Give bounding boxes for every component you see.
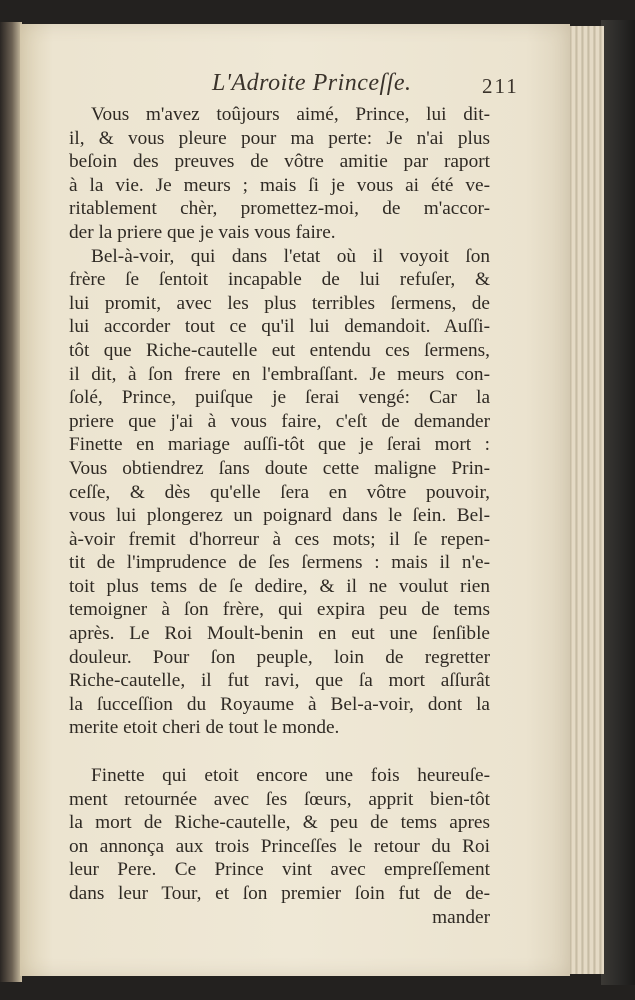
text-line: lui promit, avec les plus terribles ſermens, de <box>69 292 490 314</box>
text-line: lui accorder tout ce qu'il lui demandoit. Auſſi- <box>69 316 490 338</box>
text-line: temoigner à ſon frère, qui expira peu de tems <box>69 599 490 621</box>
text-line: après. Le Roi Moult-benin en eut une ſenſible <box>69 623 490 645</box>
page-number: 211 <box>482 74 519 98</box>
paragraph-2 <box>69 245 490 740</box>
text-line: priere que j'ai à vous faire, c'eſt de demander <box>69 410 490 432</box>
text-line: la ſucceſſion du Royaume à Bel-a-voir, dont la <box>69 693 490 715</box>
text-line: ment retournée avec ſes ſœurs, apprit bien-tôt <box>69 788 490 810</box>
text-line: douleur. Pour ſon peuple, loin de regretter <box>69 646 490 668</box>
text-line: dans leur Tour, et ſon premier ſoin fut de de- <box>69 883 490 904</box>
text-line: Vous m'avez toûjours aimé, Prince, lui dit- <box>91 104 490 125</box>
text-line: Finette qui etoit encore une fois heureuſe- <box>91 765 490 787</box>
book-cover-edge <box>601 20 635 985</box>
paragraph-3 <box>69 764 490 906</box>
text-line: ceſſe, & dès qu'elle ſera en vôtre pouvoir, <box>69 481 490 503</box>
text-line: Bel-à-voir, qui dans l'etat où il voyoit ſon <box>91 245 490 267</box>
text-line: la mort de Riche-cautelle, & peu de tems apres <box>69 812 490 834</box>
book-left-edge <box>0 22 22 982</box>
text-line: Riche-cautelle, il fut ravi, que ſa mort aſſurât <box>69 670 490 692</box>
text-line: on annonça aux trois Princeſſes le retour du Roi <box>69 835 490 857</box>
text-line: frère ſe ſentoit incapable de lui refuſer, & <box>69 269 490 291</box>
text-line: ritablement chèr, promettez-moi, de m'accor- <box>69 198 490 220</box>
text-line: der la priere que je vais vous faire. <box>69 221 336 243</box>
text-line: Vous obtiendrez ſans doute cette maligne Prin- <box>69 457 490 479</box>
text-line: beſoin des preuves de vôtre amitie par raport <box>69 151 490 173</box>
text-line: toit plus tems de ſe dedire, & il ne voulut rien <box>69 575 490 597</box>
text-line: ſolé, Prince, puiſque je ſerai vengé: Car la <box>69 387 490 409</box>
page-header <box>20 66 570 106</box>
paragraph-1 <box>69 103 490 245</box>
text-line: à la vie. Je meurs ; mais ſi je vous ai été ve- <box>69 174 490 196</box>
text-line: leur Pere. Ce Prince vint avec empreſſement <box>69 859 490 881</box>
text-line: vous lui plongerez un poignard dans le ſein. Bel- <box>69 505 490 527</box>
text-line: tôt que Riche-cautelle eut entendu ces ſermens, <box>69 339 490 361</box>
text-line: merite etoit cheri de tout le monde. <box>69 717 340 739</box>
text-line: il, & vous pleure pour ma perte: Je n'ai plus <box>69 127 490 149</box>
body-text <box>69 103 490 929</box>
text-line: à-voir fremit d'horreur à ces mots; il ſe repen- <box>69 528 490 550</box>
catchword: mander <box>432 906 490 928</box>
text-line: Finette en mariage auſſi-tôt que je ſerai mort : <box>69 434 490 456</box>
text-line: tit de l'imprudence de ſes ſermens : mais il n'e- <box>69 552 490 574</box>
running-title: L'Adroite Princeſſe. <box>212 70 412 96</box>
text-line: il dit, à ſon frere en l'embraſſant. Je meurs con- <box>69 363 490 385</box>
